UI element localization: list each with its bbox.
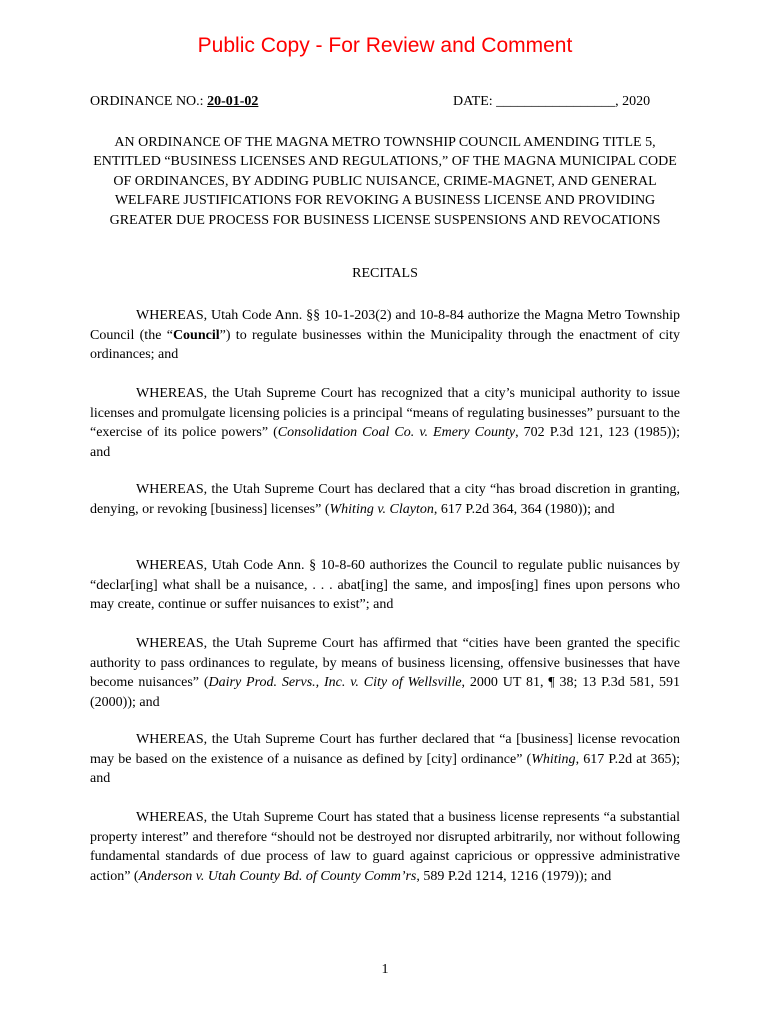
paragraph-text: WHEREAS, the Utah Supreme Court has further declared that “a [business] license revocation may be based on the existence of a nuisance as defined by [city] ordinance” ( [90,732,680,767]
review-stamp: Public Copy - For Review and Comment [197,34,573,57]
paragraph-text: WHEREAS, the Utah Supreme Court has affirmed that “cities have been granted the specific authority to pass ordinances to regulate, by means of business licensing, offensive businesses that have become nuisances” ( [90,636,680,690]
recital-paragraph [90,384,680,462]
recital-paragraph [90,808,680,886]
page-number: 1 [381,962,389,977]
paragraph-text: ”) to regulate businesses within the Municipality through the enactment of city ordinances; and [90,327,680,362]
paragraph-text: , 589 P.2d 1214, 1216 (1979)); and [416,868,612,884]
recital-paragraph [90,556,680,615]
case-citation: Whiting [531,751,576,767]
paragraph-text: , 617 P.2d 364, 364 (1980)); and [433,501,615,517]
case-citation: Dairy Prod. Servs., Inc. v. City of Wellsville [208,675,462,690]
case-citation: Whiting v. Clayton [329,501,434,517]
recital-paragraph [90,634,680,712]
recital-paragraph [90,730,680,789]
case-citation: Consolidation Coal Co. v. Emery County [277,425,516,440]
paragraph-text: , 702 P.3d 121, 123 (1985)); and [90,425,680,460]
ordinance-number-line [90,94,258,110]
paragraph-text: WHEREAS, the Utah Supreme Court has stated that a business license represents “a substantial property interest” and therefore “should not be destroyed nor disrupted arbitrarily, nor without following fundamental standards of due process of law to guard against capricious or oppressive administrative action” ( [90,810,680,884]
date-line: DATE: _________________, 2020 [453,94,651,109]
ordinance-title: AN ORDINANCE OF THE MAGNA METRO TOWNSHIP COUNCIL AMENDING TITLE 5, ENTITLED “BUSINESS LICENSES AND REGULATIONS,” OF THE MAGNA MUNICIPAL CODE OF ORDINANCES, BY ADDING PUBLIC NUISANCE, CRIME-MAGNET, AND GENERAL WELFARE JUSTIFICATIONS FOR REVOKING A BUSINESS LICENSE AND PROVIDING GREATER DUE PROCESS FOR BUSINESS LICENSE SUSPENSIONS AND REVOCATIONS [93,135,677,228]
recital-paragraph [90,480,680,519]
ordinance-header [90,94,680,114]
paragraph-text: WHEREAS, Utah Code Ann. § 10-8-60 authorizes the Council to regulate public nuisances by “declar[ing] what shall be a nuisance, . . . abat[ing] the same, and impos[ing] fines upon persons who may create, continue or suffer nuisances to exist”; and [90,558,680,612]
case-citation: Anderson v. Utah County Bd. of County Comm’rs [138,868,417,884]
paragraph-text: , 617 P.2d at 365); and [90,751,681,786]
defined-term: Council [172,327,220,343]
paragraph-text: WHEREAS, the Utah Supreme Court has recognized that a city’s municipal authority to issue licenses and promulgate licensing policies is a principal “means of regulating businesses” pursuant to the “exercise of its police powers” ( [90,386,680,440]
ordinance-label: ORDINANCE NO.: [90,94,208,109]
paragraph-text: , 2000 UT 81, ¶ 38; 13 P.3d 581, 591 (2000)); and [90,675,680,710]
recitals-heading: RECITALS [352,266,418,281]
recital-paragraph [90,306,680,365]
paragraph-text: WHEREAS, the Utah Supreme Court has declared that a city “has broad discretion in granting, denying, or revoking [business] licenses” ( [90,482,680,517]
ordinance-number: 20-01-02 [207,94,259,109]
paragraph-text: WHEREAS, Utah Code Ann. §§ 10-1-203(2) and 10-8-84 authorize the Magna Metro Township Council (the “ [90,308,680,343]
